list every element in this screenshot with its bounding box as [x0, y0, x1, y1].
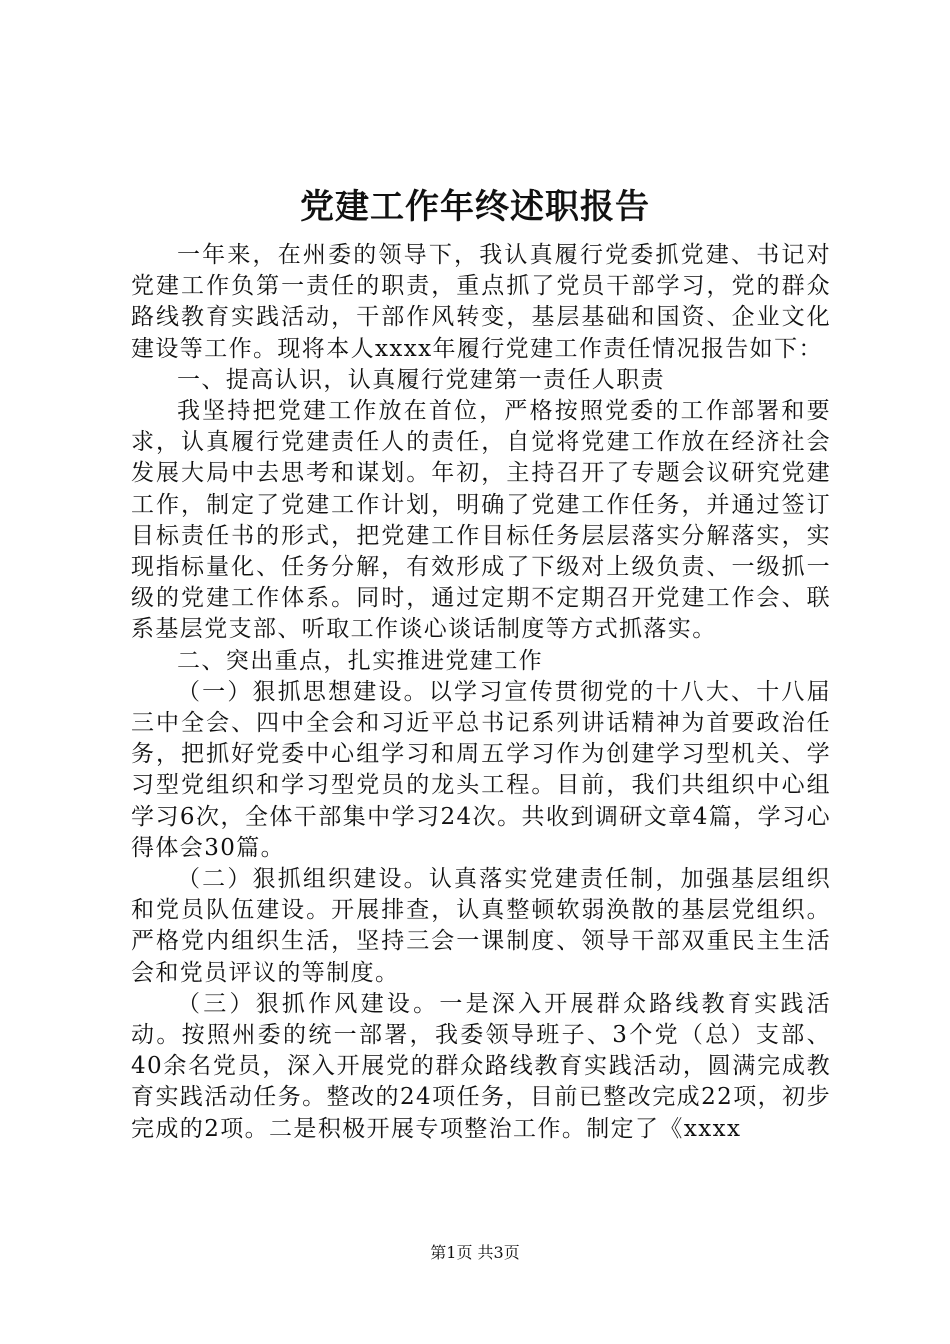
document-title: 党建工作年终述职报告	[300, 187, 650, 227]
section-heading-2: 二、突出重点，扎实推进党建工作	[177, 647, 543, 674]
page-footer: 第1页 共3页	[430, 1243, 520, 1262]
subsection-style-building: （三）狠抓作风建设。一是深入开展群众路线教育实践活动。按照州委的统一部署，我委领导班子、3个党（总）支部、40余名党员，深入开展党的群众路线教育实践活动，圆满完成教育实践活动任务。整改的24项任务，目前已整改完成22项，初步完成的2项。二是积极开展专项整治工作。制定了《xxxx	[131, 990, 831, 1142]
subsection-organization-building: （二）狠抓组织建设。认真落实党建责任制，加强基层组织和党员队伍建设。开展排查，认真整顿软弱涣散的基层党组织。严格党内组织生活，坚持三会一课制度、领导干部双重民主生活会和党员评议的等制度。	[131, 866, 831, 986]
document-body	[131, 240, 831, 1145]
subsection-thought-building: （一）狠抓思想建设。以学习宣传贯彻党的十八大、十八届三中全会、四中全会和习近平总书记系列讲话精神为首要政治任务，把抓好党委中心组学习和周五学习作为创建学习型机关、学习型党组织和学习型党员的龙头工程。目前，我们共组织中心组学习6次，全体干部集中学习24次。共收到调研文章4篇，学习心得体会30篇。	[131, 678, 831, 861]
section-1-paragraph: 我坚持把党建工作放在首位，严格按照党委的工作部署和要求，认真履行党建责任人的责任，自觉将党建工作放在经济社会发展大局中去思考和谋划。年初，主持召开了专题会议研究党建工作，制定了党建工作计划，明确了党建工作任务，并通过签订目标责任书的形式，把党建工作目标任务层层落实分解落实，实现指标量化、任务分解，有效形成了下级对上级负责、一级抓一级的党建工作体系。同时，通过定期不定期召开党建工作会、联系基层党支部、听取工作谈心谈话制度等方式抓落实。	[131, 398, 831, 643]
section-heading-1: 一、提高认识，认真履行党建第一责任人职责	[177, 366, 665, 393]
intro-paragraph: 一年来，在州委的领导下，我认真履行党委抓党建、书记对党建工作负第一责任的职责，重点抓了党员干部学习，党的群众路线教育实践活动，干部作风转变，基层基础和国资、企业文化建设等工作。现将本人xxxx年履行党建工作责任情况报告如下：	[131, 242, 831, 362]
